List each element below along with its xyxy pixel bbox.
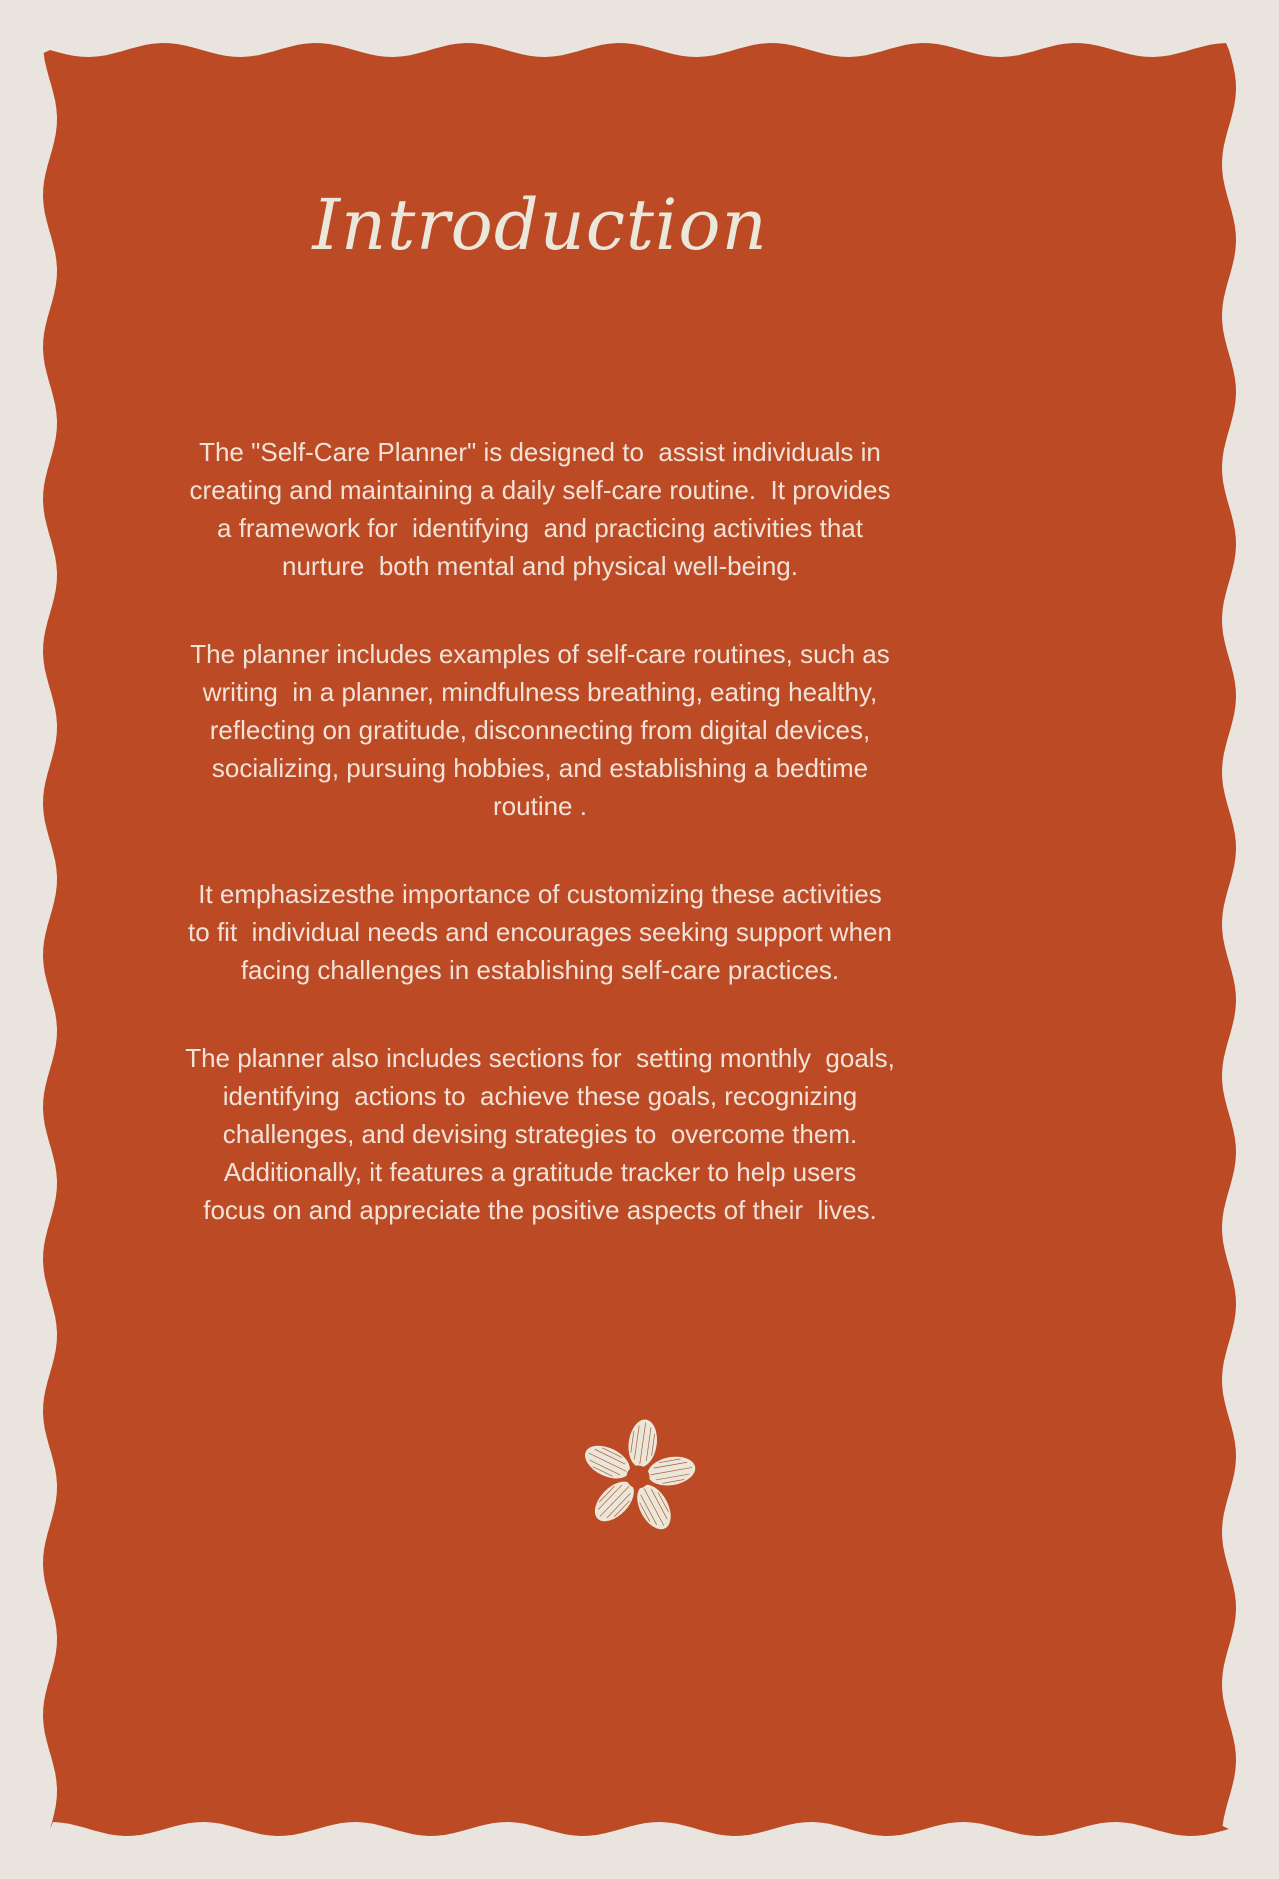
paragraph — [150, 1039, 930, 1229]
paragraph-line: facing challenges in establishing self-care practices. — [240, 955, 840, 985]
paragraph-line: The "Self-Care Planner" is designed to assist individuals in — [199, 437, 881, 467]
paragraph-line: The planner also includes sections for setting monthly goals, — [185, 1043, 895, 1073]
paragraph-line: The planner includes examples of self-care routines, such as — [190, 639, 890, 669]
paragraph-line: challenges, and devising strategies to overcome them. — [222, 1119, 858, 1149]
paragraph-line: creating and maintaining a daily self-care routine. It provides — [189, 475, 891, 505]
paragraph-line: routine . — [493, 791, 587, 821]
paragraph-line: nurture both mental and physical well-being. — [282, 551, 798, 581]
paragraph-line: writing in a planner, mindfulness breathing, eating healthy, — [202, 677, 878, 707]
page-title: Introduction — [312, 184, 768, 266]
paragraph-line: It emphasizesthe importance of customizing these activities — [198, 879, 882, 909]
paragraph-line: to fit individual needs and encourages seeking support when — [188, 917, 892, 947]
intro-text-block — [150, 433, 930, 1279]
paragraph-line: reflecting on gratitude, disconnecting from digital devices, — [209, 715, 871, 745]
paragraph-line: a framework for identifying and practicing activities that — [217, 513, 863, 543]
paragraph — [150, 875, 930, 989]
paragraph-line: identifying actions to achieve these goals, recognizing — [222, 1081, 858, 1111]
paragraph-line: socializing, pursuing hobbies, and establishing a bedtime — [211, 753, 869, 783]
paragraph — [150, 433, 930, 585]
paragraph — [150, 635, 930, 825]
paragraph-line: Additionally, it features a gratitude tracker to help users — [223, 1157, 857, 1187]
paragraph-line: focus on and appreciate the positive aspects of their lives. — [203, 1195, 877, 1225]
flower-icon — [578, 1417, 698, 1537]
